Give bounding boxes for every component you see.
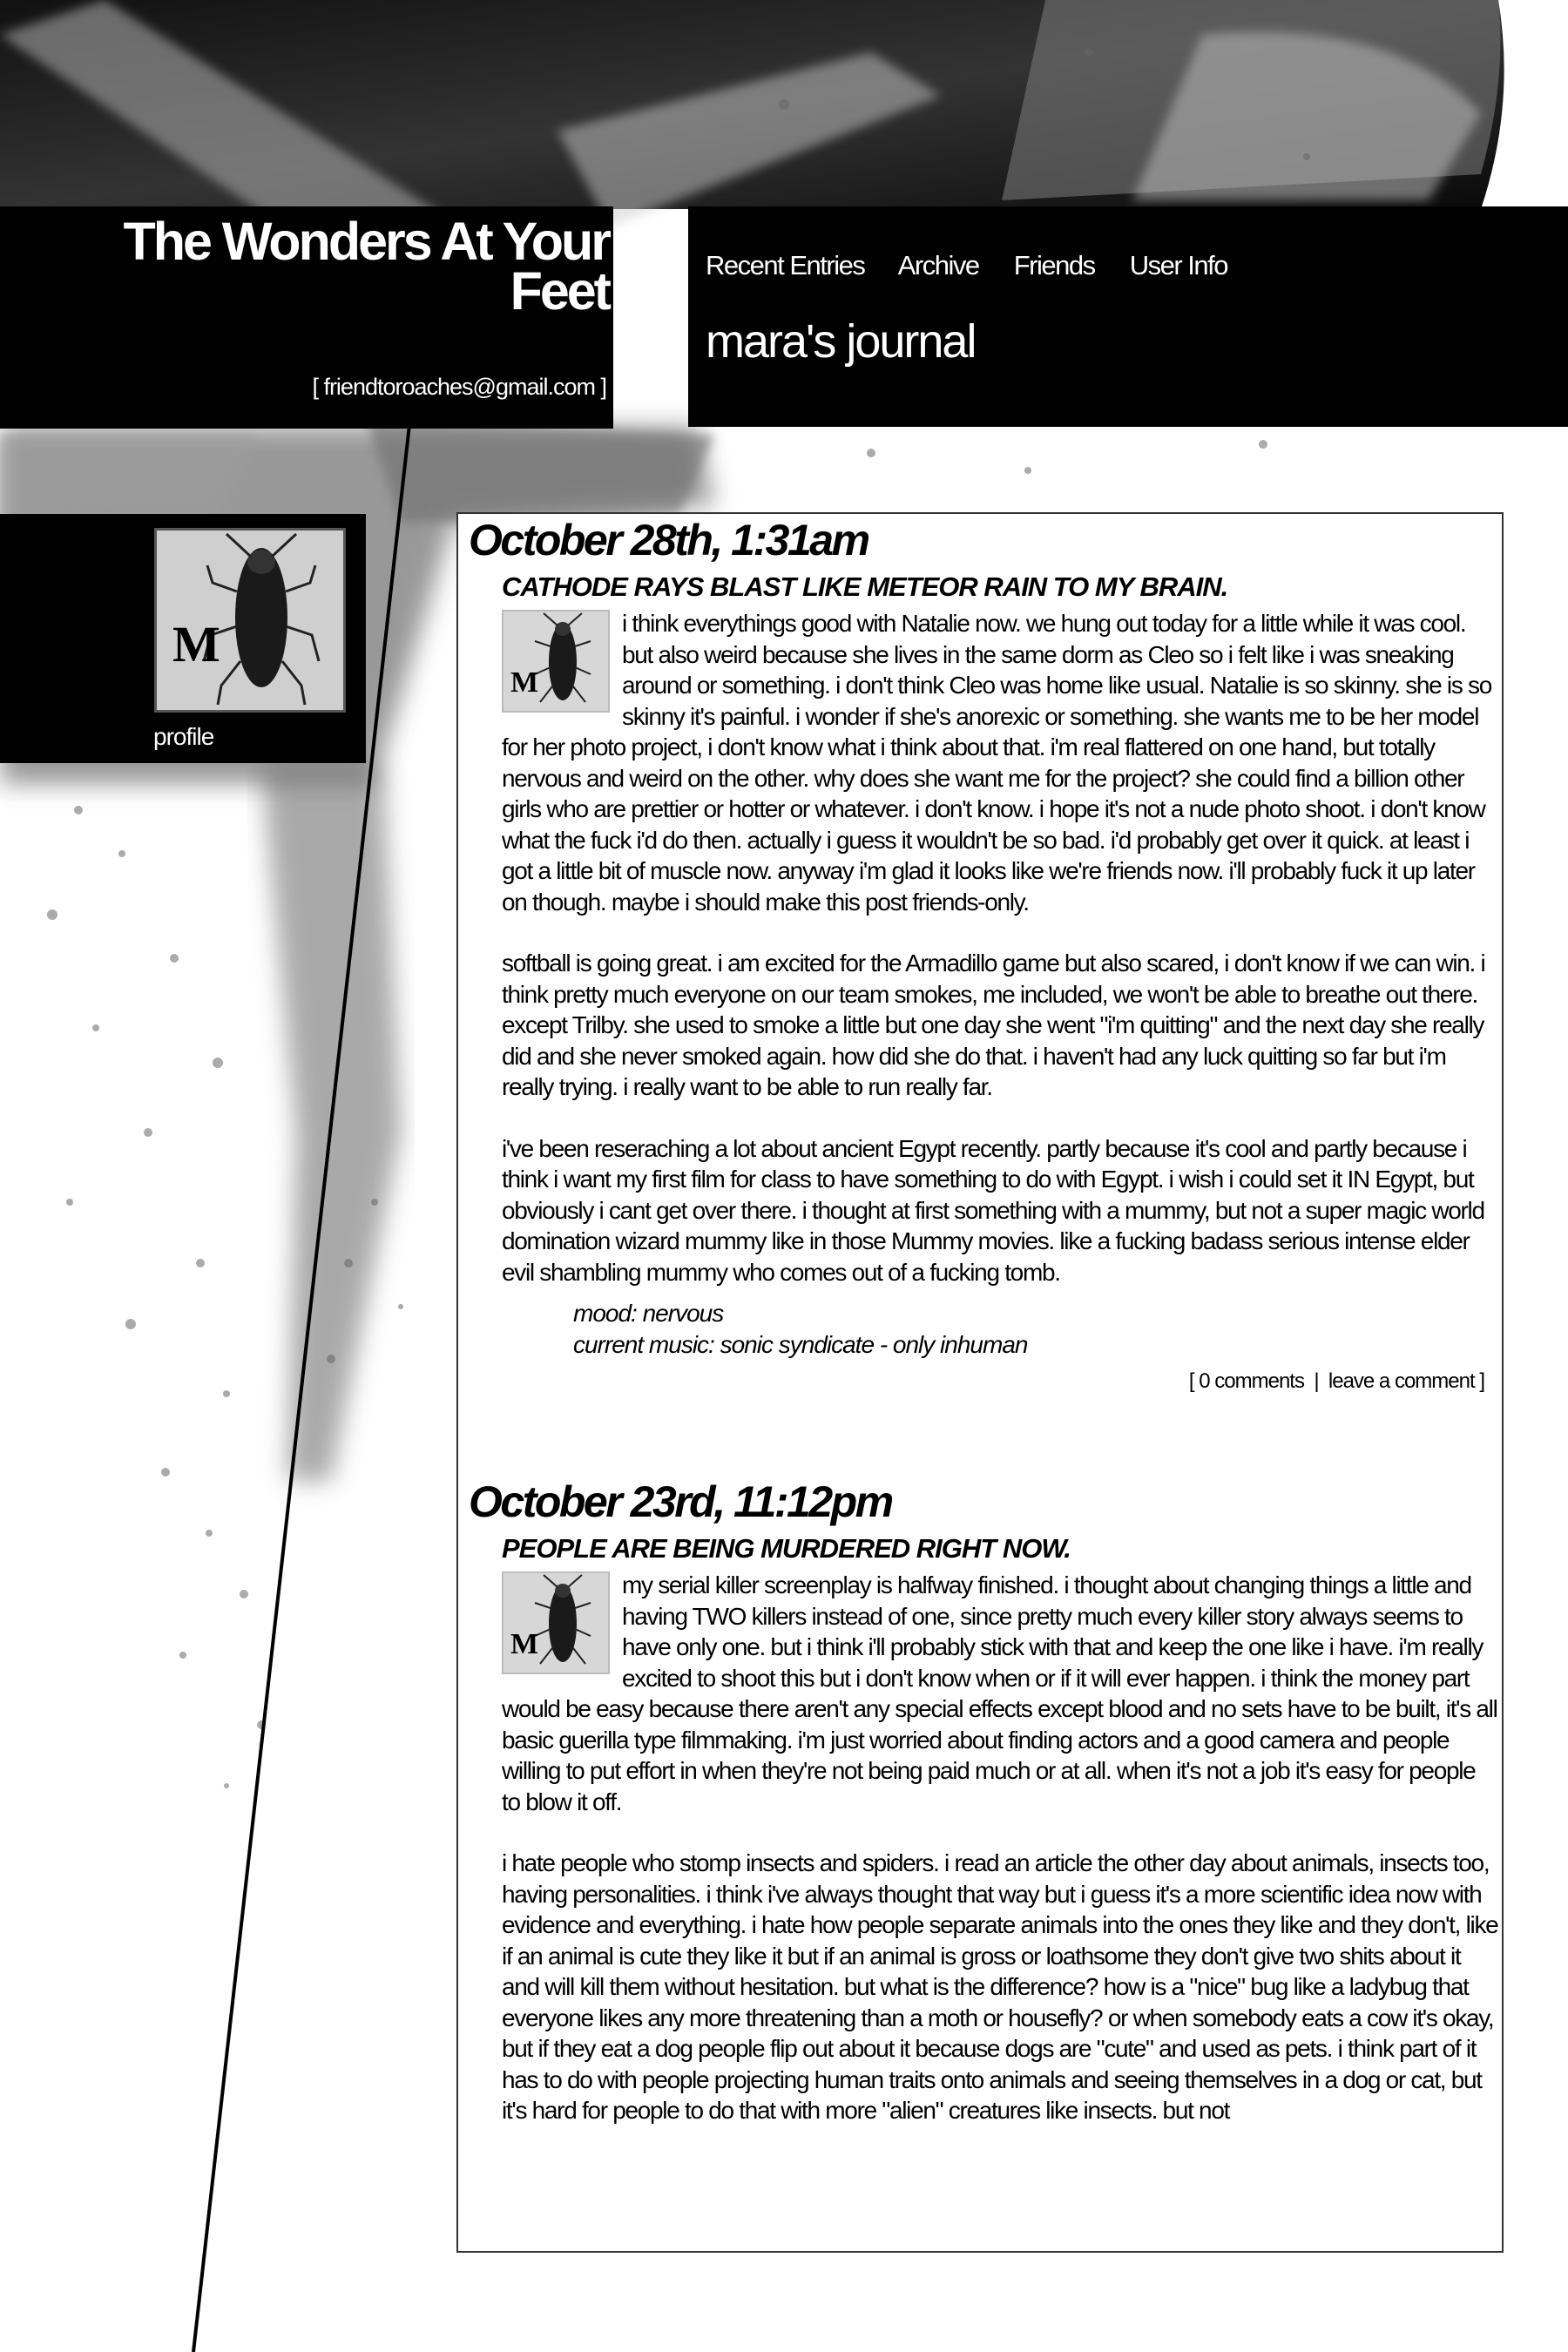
entry-date[interactable]: October 28th, 1:31am [469,516,868,564]
nav-user-info[interactable]: User Info [1129,250,1228,280]
navigation-header [688,206,1568,427]
entry-userpic [502,1571,610,1674]
cockroach-icon [504,1573,608,1673]
entry-date[interactable]: October 23rd, 11:12pm [469,1477,892,1526]
entry-music: current music: sonic syndicate - only inhuman [573,1331,1028,1358]
entry-userpic [502,610,610,713]
comments-link[interactable]: 0 comments [1199,1369,1304,1393]
comment-links: [ 0 comments | leave a comment ] [1188,1369,1484,1393]
journal-name: mara's journal [706,315,976,368]
profile-link[interactable]: profile [153,723,214,750]
entry-subject: PEOPLE ARE BEING MURDERED RIGHT NOW. [502,1533,1071,1564]
nav-friends[interactable]: Friends [1013,250,1095,280]
entry-body [502,1570,1498,2126]
svg-text:M: M [172,616,220,672]
journal-entry [469,514,1502,1394]
nav-bar [706,250,1256,281]
entry-subject: CATHODE RAYS BLAST LIKE METEOR RAIN TO MY BRAIN. [502,571,1228,602]
entry-paragraph: i think everythings good with Natalie now. we hung out today for a little while it was cool. but also weird because she lives in the same dorm as Cleo so i felt like i was sneaking around or something. i don't think Cleo was home like usual. Natalie is so skinny. she is so skinny it's painful. i wonder if she's anorexic or something. she wants me to be her model for her photo project, i don't know what i think about that. i'm real flattered on one hand, but totally nervous and weird on the other. why does she want me for the project? she could find a billion other girls who are prettier or hotter or whatever. i don't know. i hope it's not a nude photo shoot. i don't know what the fuck i'd do then. actually i guess it wouldn't be so bad. i'd probably get over it quick. at least i got a little bit of muscle now. anyway i'm glad it looks like we're friends now. i'll probably fuck it up later on though. maybe i should make this post friends-only. [502,610,1492,916]
entry-body [502,608,1498,1288]
site-email[interactable]: [ friendtoroaches@gmail.com ] [312,374,606,400]
profile-avatar[interactable] [154,528,346,713]
profile-panel [0,514,366,763]
entry-paragraph: i hate people who stomp insects and spiders. i read an article the other day about animals, insects too, having personalities. i think i've always thought that way but i guess it's a more scientific idea now with evidence and everything. i hate how people separate animals into the ones they like and they don't, like if an animal is cute they like it but if an animal is gross or loathsome they don't give two shits about it and will kill them without hesitation. but what is the difference? how is a "nice" bug like a ladybug that everyone likes any more threatening than a moth or housefly? or when somebody eats a cow it's okay, but if they eat a dog people flip out about it because dogs are "cute" and used as pets. i think part of it has to do with people projecting human traits onto animals and seeing themselves in a dog or cat, but it's hard for people to do that with more "alien" creatures like insects. but not [502,1849,1498,2124]
svg-text:M: M [510,1628,537,1660]
svg-text:M: M [510,666,537,699]
leave-comment-link[interactable]: leave a comment [1328,1369,1475,1393]
cockroach-icon [157,531,343,710]
entry-mood: mood: nervous [573,1300,724,1327]
site-header [0,206,613,429]
journal-entry [469,1476,1502,2126]
nav-archive[interactable]: Archive [897,250,979,280]
entry-paragraph: i've been reseraching a lot about ancient Egypt recently. partly because it's cool and partly because i think i want my first film for class to have something to do with Egypt. i wish i could set it IN Egypt, but obviously i cant get over there. i thought at first something with a mummy, but not a super magic world domination wizard mummy like in those Mummy movies. like a fucking badass serious intense elder evil shambling mummy who comes out of a fucking tomb. [502,1134,1484,1286]
cockroach-icon [504,612,608,711]
entry-paragraph: my serial killer screenplay is halfway finished. i thought about changing things a little and having TWO killers instead of one, since pretty much every killer story always seems to have only one. but i think i'll probably stick with that and keep the one like i have. i'm really excited to shoot this but i don't know when or if it will ever happen. i think the money part would be easy because there aren't any special effects except blood and no sets have to be built, it's all basic guerilla type filmmaking. i'm just worried about finding actors and a good camera and people willing to put effort in when they're not being paid much or at all. when it's not a job it's easy for people to blow it off. [502,1571,1497,1815]
site-title: The Wonders At Your Feet [123,212,609,321]
journal-content [456,512,1504,2253]
entry-paragraph: softball is going great. i am excited for the Armadillo game but also scared, i don't know if we can win. i think pretty much everyone on our team smokes, me included, we won't be able to breathe out there. except Trilby. she used to smoke a little but one day she went "i'm quitting" and the next day she really did and she never smoked again. how did she do that. i haven't had any luck quitting so far but i'm really trying. i really want to be able to run really far. [502,950,1485,1100]
nav-recent-entries[interactable]: Recent Entries [706,250,865,280]
entry-meta [573,1298,1502,1361]
